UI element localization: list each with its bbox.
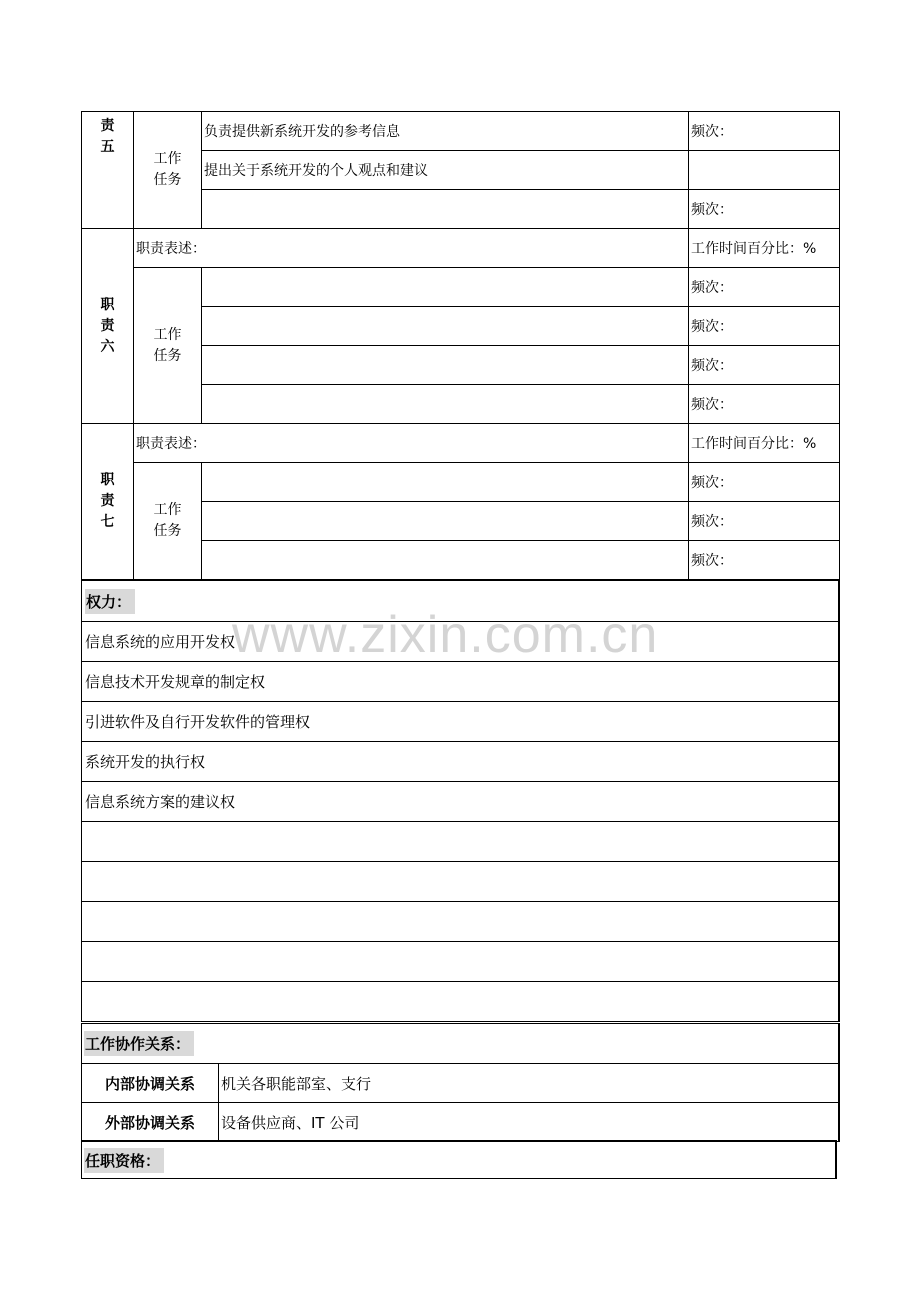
powers-header-row [82,581,838,621]
duty-five-freq-2 [689,151,840,190]
duty-five-name: 责 五 [82,112,134,229]
duty-six-freq-2: 频次： [689,307,840,346]
duty-six-task-2 [202,307,689,346]
powers-section [81,580,840,1022]
external-cooperation-row [82,1102,838,1141]
power-item-empty [82,981,838,1021]
power-item-empty [82,941,838,981]
duty-five-row-1 [82,112,840,151]
duty-six-freq-1: 频次： [689,268,840,307]
duty-seven-freq-1: 频次： [689,463,840,502]
duty-seven-freq-2: 频次： [689,502,840,541]
cooperation-header: 工作协作关系： [84,1031,194,1056]
duty-five-task-2: 提出关于系统开发的个人观点和建议 [202,151,689,190]
external-cooperation-value: 设备供应商、IT 公司 [221,1113,360,1132]
power-item: 引进软件及自行开发软件的管理权 [82,701,838,741]
power-item-empty [82,901,838,941]
internal-cooperation-label: 内部协调关系 [82,1064,219,1102]
duty-seven-task-label: 工作 任务 [134,463,202,580]
power-item-empty [82,861,838,901]
duty-six-name: 职 责 六 [82,229,134,424]
powers-header: 权力： [85,589,135,614]
duty-six-row-1 [82,268,840,307]
cooperation-section [81,1023,840,1142]
duty-seven-task-1 [202,463,689,502]
qualifications-row [81,1140,837,1179]
duty-seven-statement-label: 职责表述： [134,424,689,463]
duty-seven-freq-3: 频次： [689,541,840,580]
duty-seven-name: 职 责 七 [82,424,134,580]
duty-six-statement-row [82,229,840,268]
duty-six-task-3 [202,346,689,385]
power-item: 信息技术开发规章的制定权 [82,661,838,701]
qualifications-header: 任职资格： [84,1148,164,1173]
external-cooperation-label: 外部协调关系 [82,1103,219,1141]
duty-six-task-1 [202,268,689,307]
power-item: 信息系统的应用开发权 [82,621,838,661]
internal-cooperation-value: 机关各职能部室、支行 [221,1074,372,1093]
internal-cooperation-row [82,1063,838,1102]
duty-five-task-label: 工作 任务 [134,112,202,229]
power-item: 信息系统方案的建议权 [82,781,838,821]
duty-five-freq-3: 频次： [689,190,840,229]
duty-seven-task-3 [202,541,689,580]
power-item: 系统开发的执行权 [82,741,838,781]
cooperation-header-row [82,1024,838,1063]
duty-five-freq-1: 频次： [689,112,840,151]
duty-seven-statement-row [82,424,840,463]
duty-seven-task-2 [202,502,689,541]
duty-six-freq-4: 频次： [689,385,840,424]
duty-six-time-percent: 工作时间百分比：% [689,229,840,268]
duty-six-task-label: 工作 任务 [134,268,202,424]
duty-five-task-3 [202,190,689,229]
power-item-empty [82,821,838,861]
duty-six-task-4 [202,385,689,424]
duty-five-task-1: 负责提供新系统开发的参考信息 [202,112,689,151]
duty-seven-row-1 [82,463,840,502]
duty-six-statement-label: 职责表述： [134,229,689,268]
duty-table [81,111,840,580]
duty-six-freq-3: 频次： [689,346,840,385]
duty-seven-time-percent: 工作时间百分比：% [689,424,840,463]
watermark: www.zixin.com.cn [232,606,659,664]
